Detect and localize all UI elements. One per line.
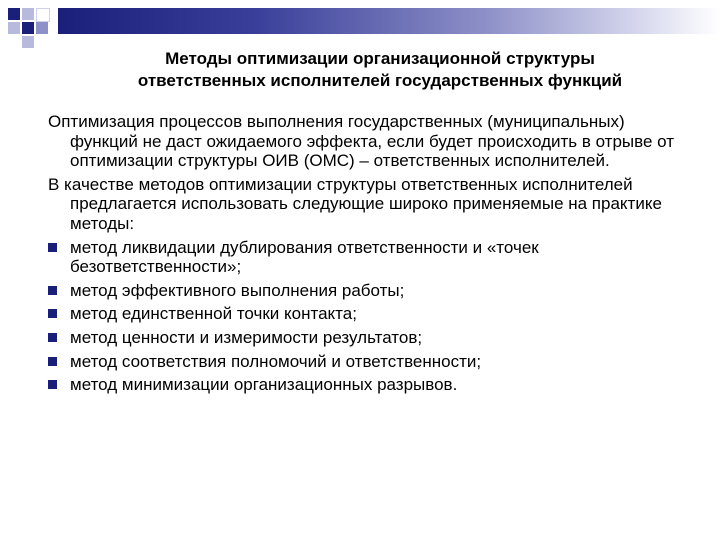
decorative-square-6 <box>36 22 48 34</box>
square-bullet-icon <box>48 380 57 389</box>
list-item <box>48 328 688 348</box>
title-line-1: Методы оптимизации организационной структуры <box>165 49 595 68</box>
list-item <box>48 375 688 395</box>
square-bullet-icon <box>48 286 57 295</box>
decorative-square-5 <box>36 8 50 22</box>
list-item-text: метод единственной точки контакта; <box>70 304 357 324</box>
list-item-text: метод ценности и измеримости результатов; <box>70 327 423 347</box>
list-item-text: метод эффективного выполнения работы; <box>70 280 405 300</box>
methods-list <box>48 238 688 395</box>
list-item-text: метод минимизации организационных разрывов. <box>70 375 458 395</box>
list-item <box>48 238 688 277</box>
slide-body <box>48 112 688 399</box>
square-bullet-icon <box>48 333 57 342</box>
list-item-text: метод ликвидации дублирования ответственности и «точек безответственности»; <box>70 237 539 277</box>
list-item <box>48 304 688 324</box>
decorative-square-3 <box>8 22 20 34</box>
list-item-text: метод соответствия полномочий и ответственности; <box>70 351 482 371</box>
paragraph-intro: Оптимизация процессов выполнения государственных (муниципальных) функций не даст ожидаемого эффекта, если будет происходить в отрыве от оптимизации структуры ОИВ (ОМС) – ответственных исполнителей. <box>48 112 675 171</box>
decorative-square-7 <box>22 36 34 48</box>
list-item <box>48 281 688 301</box>
list-item <box>48 352 688 372</box>
title-line-2: ответственных исполнителей государственных функций <box>137 71 623 90</box>
decorative-square-1 <box>8 8 20 20</box>
header-gradient-bar <box>58 8 720 34</box>
square-bullet-icon <box>48 309 57 318</box>
slide-title <box>60 48 700 92</box>
square-bullet-icon <box>48 357 57 366</box>
square-bullet-icon <box>48 243 57 252</box>
paragraph-methods-lead: В качестве методов оптимизации структуры ответственных исполнителей предлагается использовать следующие широко применяемые на практике методы: <box>48 174 662 233</box>
decorative-square-4 <box>22 22 34 34</box>
decorative-square-2 <box>22 8 34 20</box>
